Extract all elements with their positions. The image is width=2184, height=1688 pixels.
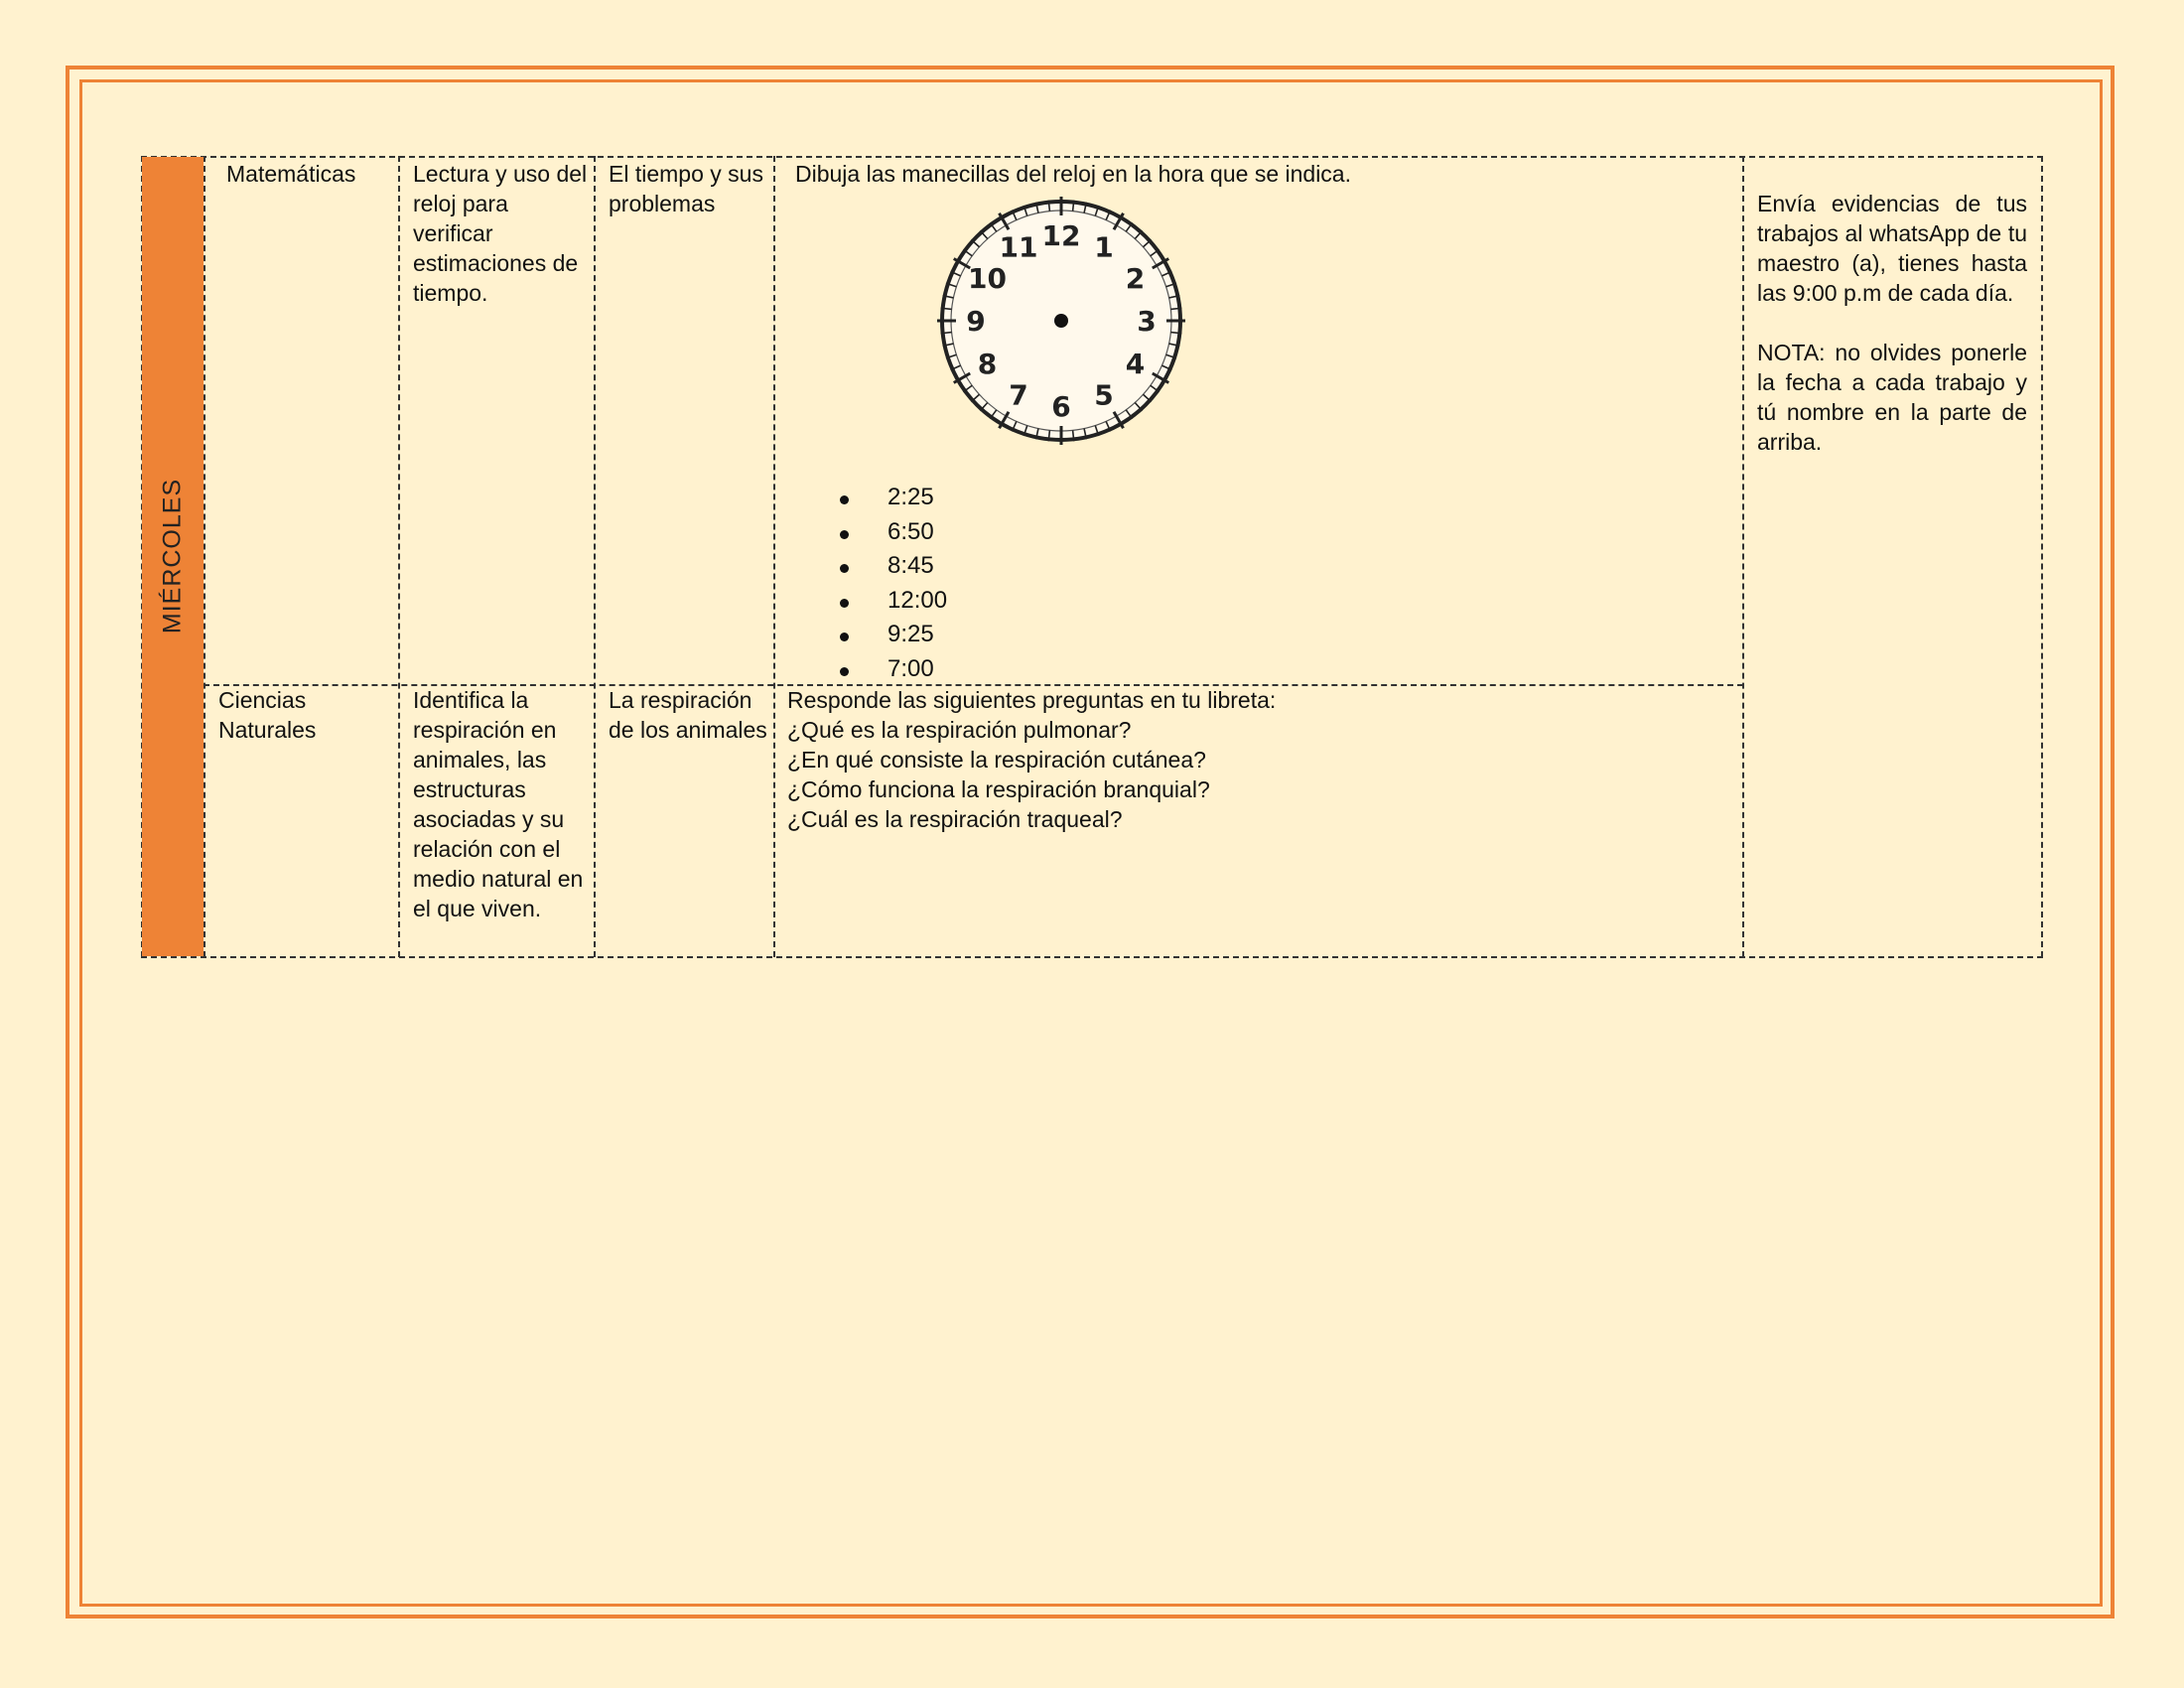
nota-note: NOTA: no olvides ponerle la fecha a cada trabajo y tú nombre en la parte de arriba. xyxy=(1757,340,2027,455)
row2-instruction: Responde las siguientes preguntas en tu libreta: xyxy=(787,687,1277,713)
row1-learning: Lectura y uso del reloj para verificar estimaciones de tiempo. xyxy=(413,161,588,306)
time-item: 7:00 xyxy=(840,652,947,687)
question-item: ¿Cómo funciona la respiración branquial? xyxy=(787,776,1210,802)
clock-number: 6 xyxy=(1051,390,1071,423)
clock-number: 10 xyxy=(968,262,1008,295)
table-right-border xyxy=(2041,156,2043,957)
question-item: ¿Cuál es la respiración traqueal? xyxy=(787,806,1123,832)
time-item: 12:00 xyxy=(840,584,947,619)
day-label: MIÉRCOLES xyxy=(158,478,187,634)
notes-cell xyxy=(1757,189,2027,457)
row2-learning: Identifica la respiración en animales, las estructuras asociadas y su relación con el medio natural en el que viven. xyxy=(413,687,584,921)
clock-number: 4 xyxy=(1125,348,1146,380)
col-divider-4 xyxy=(773,156,775,957)
question-item: ¿Qué es la respiración pulmonar? xyxy=(787,717,1132,743)
clock-number: 9 xyxy=(966,305,986,338)
time-item: 9:25 xyxy=(840,618,947,652)
clock-face xyxy=(933,193,1189,449)
col-divider-2 xyxy=(398,156,400,957)
times-list xyxy=(840,481,947,686)
time-item: 8:45 xyxy=(840,549,947,584)
clock-number: 2 xyxy=(1125,262,1146,295)
clock-number: 11 xyxy=(999,230,1038,264)
table-top-border xyxy=(141,156,2043,158)
col-divider-5 xyxy=(1742,156,1744,957)
time-item: 6:50 xyxy=(840,515,947,550)
col-divider-3 xyxy=(594,156,596,957)
row1-subject: Matemáticas xyxy=(226,161,356,187)
row2-activity xyxy=(787,685,1730,834)
table-bottom-border xyxy=(141,956,2043,958)
clock-number: 8 xyxy=(977,348,998,380)
row1-topic: El tiempo y sus problemas xyxy=(609,161,763,216)
question-item: ¿En qué consiste la respiración cutánea? xyxy=(787,747,1206,773)
row2-topic: La respiración de los animales xyxy=(609,687,767,743)
col-divider-1 xyxy=(204,156,205,957)
clock-number: 7 xyxy=(1009,378,1028,412)
clock-number: 1 xyxy=(1094,230,1114,264)
clock-center-dot xyxy=(1054,314,1068,328)
time-item: 2:25 xyxy=(840,481,947,515)
clock-image xyxy=(933,193,1189,449)
clock-number: 12 xyxy=(1041,219,1081,252)
row1-instruction: Dibuja las manecillas del reloj en la hora que se indica. xyxy=(795,161,1351,187)
evidence-note: Envía evidencias de tus trabajos al whatsApp de tu maestro (a), tienes hasta las 9:00 p.m de cada día. xyxy=(1757,191,2027,306)
clock-number: 5 xyxy=(1094,378,1114,412)
clock-number: 3 xyxy=(1137,305,1157,338)
row2-subject: Ciencias Naturales xyxy=(218,687,317,743)
